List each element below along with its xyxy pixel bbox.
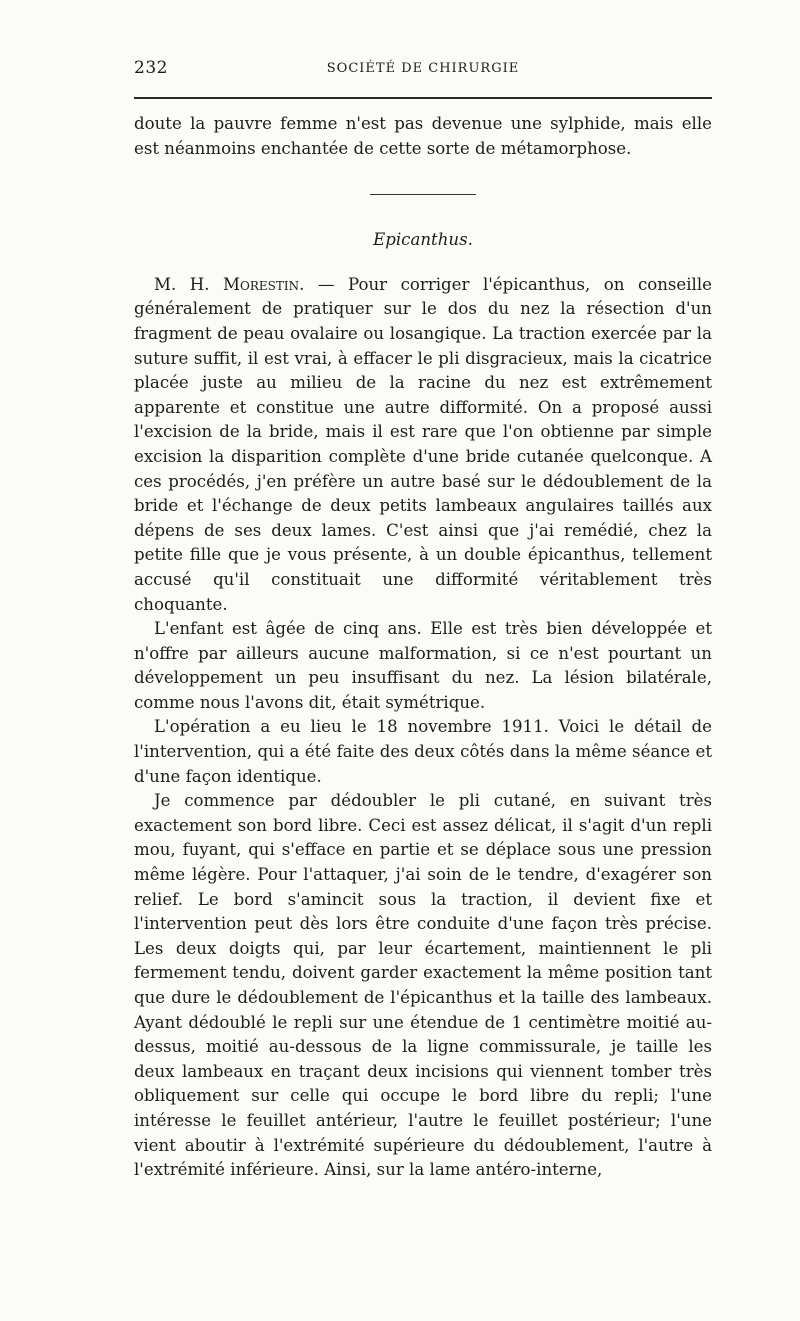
running-head: SOCIÉTÉ DE CHIRURGIE <box>326 61 520 76</box>
page-number: 232 <box>134 58 168 78</box>
paragraph-1-text: Pour corriger l'épicanthus, on conseille généralement de pratiquer sur le dos du nez la résection d'un fragment de peau ovalaire ou losangique. La traction exercée par la suture suffit, il est vrai, à effacer le pli disgracieux, mais la cicatrice placée juste au milieu de la racine du nez est extrêmement apparente et constitue une autre difformité. On a proposé aussi l'excision de la bride, mais il est rare que l'on obtienne par simple excision la disparition complète d'une bride cutanée quelconque. A ces procédés, j'en préfère un autre basé sur le dédoublement de la bride et l'échange de deux petits lambeaux angulaires taillés aux dépens de ses deux lames. C'est ainsi que j'ai remédié, chez la petite fille que je vous présente, à un double épicanthus, tellement accusé qu'il constituait une difformité véritablement très choquante. <box>134 274 712 614</box>
section-title: Epicanthus. <box>373 230 473 250</box>
body-text <box>134 112 712 1183</box>
paragraph-3: L'opération a eu lieu le 18 novembre 1911. Voici le détail de l'intervention, qui a été faite des deux côtés dans la même séance et d'une façon identique. <box>134 717 712 786</box>
speaker-prefix: M. H. <box>154 274 224 294</box>
intro-paragraph: doute la pauvre femme n'est pas devenue une sylphide, mais elle est néanmoins enchantée de cette sorte de métamorphose. <box>134 114 712 158</box>
speaker-suffix: . — <box>299 274 348 294</box>
page-header <box>134 58 712 84</box>
paragraph-4: Je commence par dédoubler le pli cutané, en suivant très exactement son bord libre. Ceci est assez délicat, il s'agit d'un repli mou, fuyant, qui s'efface en partie et se déplace sous une pression même légère. Pour l'attaquer, j'ai soin de le tendre, d'exagérer son relief. Le bord s'amincit sous la traction, il devient fixe et l'intervention peut dès lors être conduite d'une façon très précise. Les deux doigts qui, par leur écartement, maintiennent le pli fermement tendu, doivent garder exactement la même position tant que dure le dédoublement de l'épicanthus et la taille des lambeaux. Ayant dédoublé le repli sur une étendue de 1 centimètre moitié au-dessus, moitié au-dessous de la ligne commissurale, je taille les deux lambeaux en traçant deux incisions qui viennent tomber très obliquement sur celle qui occupe le bord libre du repli; l'une intéresse le feuillet antérieur, l'autre le feuillet postérieur; l'une vient aboutir à l'extrémité supérieure du dédoublement, l'autre à l'extrémité inférieure. Ainsi, sur la lame antéro-interne, <box>134 791 712 1180</box>
header-rule <box>134 97 712 99</box>
speaker-name: Morestin <box>223 274 300 294</box>
section-divider <box>370 194 476 195</box>
paragraph-speaker-intro <box>134 273 712 617</box>
paragraph-2: L'enfant est âgée de cinq ans. Elle est très bien développée et n'offre par ailleurs aucune malformation, si ce n'est pourtant un développement un peu insuffisant du nez. La lésion bilatérale, comme nous l'avons dit, était symétrique. <box>134 619 712 712</box>
